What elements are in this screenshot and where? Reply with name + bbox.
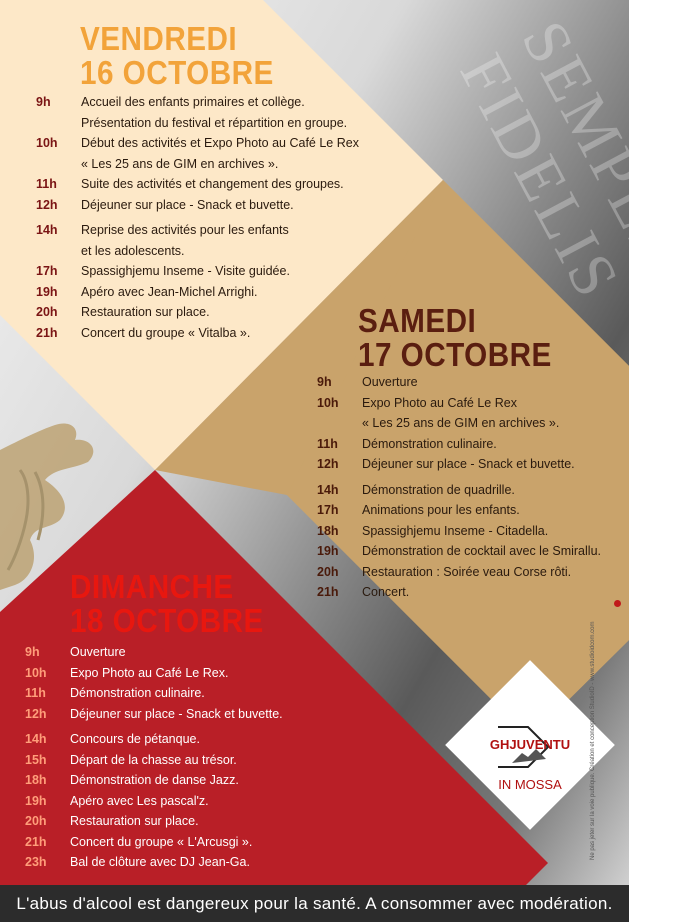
schedule-row bbox=[317, 582, 601, 603]
schedule-row bbox=[25, 811, 283, 832]
schedule-row bbox=[25, 832, 283, 853]
sunday-title-day: DIMANCHE bbox=[70, 568, 234, 605]
schedule-activity: Expo Photo au Café Le Rex. bbox=[70, 665, 229, 680]
schedule-activity: Suite des activités et changement des groupes. bbox=[81, 177, 344, 191]
schedule-activity: Ouverture bbox=[70, 645, 126, 659]
friday-schedule bbox=[36, 92, 359, 343]
schedule-hour: 19h bbox=[317, 544, 339, 558]
schedule-row bbox=[36, 174, 359, 195]
schedule-hour: 9h bbox=[25, 645, 40, 659]
schedule-activity: Concert du groupe « Vitalba ». bbox=[81, 325, 251, 340]
schedule-activity: Restauration : Soirée veau Corse rôti. bbox=[362, 564, 572, 579]
watermark-motto: SEMPER FIDELIS bbox=[446, 9, 699, 311]
schedule-row bbox=[25, 729, 283, 750]
schedule-row bbox=[36, 323, 359, 344]
schedule-hour: 14h bbox=[36, 223, 58, 237]
schedule-hour: 10h bbox=[36, 136, 58, 150]
schedule-hour: 20h bbox=[317, 564, 339, 579]
schedule-row bbox=[25, 663, 283, 684]
schedule-row bbox=[317, 562, 601, 583]
friday-title bbox=[80, 22, 274, 90]
schedule-row bbox=[36, 220, 359, 261]
schedule-hour: 12h bbox=[317, 457, 339, 471]
logo-bottom-text: IN MOSSA bbox=[498, 777, 562, 792]
sunday-schedule bbox=[25, 642, 283, 873]
friday-title-day: VENDREDI bbox=[80, 20, 238, 57]
schedule-activity: Concours de pétanque. bbox=[70, 732, 200, 746]
gim-dot-icon bbox=[614, 600, 621, 607]
schedule-activity: Animations pour les enfants. bbox=[362, 503, 520, 517]
schedule-activity: Déjeuner sur place - Snack et buvette. bbox=[362, 457, 575, 471]
schedule-hour: 19h bbox=[36, 284, 58, 299]
schedule-hour: 21h bbox=[317, 585, 339, 599]
alcohol-warning: L'abus d'alcool est dangereux pour la santé. A consommer avec modération. bbox=[0, 885, 629, 922]
saturday-title bbox=[358, 304, 552, 372]
schedule-activity: Spassighjemu Inseme - Visite guidée. bbox=[81, 264, 290, 278]
schedule-hour: 23h bbox=[25, 855, 47, 869]
schedule-hour: 12h bbox=[25, 706, 47, 721]
schedule-hour: 9h bbox=[317, 375, 332, 389]
schedule-activity: Démonstration culinaire. bbox=[362, 436, 497, 451]
schedule-row bbox=[25, 852, 283, 873]
schedule-activity: Départ de la chasse au trésor. bbox=[70, 752, 237, 767]
schedule-activity: Démonstration de quadrille. bbox=[362, 482, 515, 497]
schedule-hour: 19h bbox=[25, 793, 47, 808]
schedule-row bbox=[317, 521, 601, 542]
schedule-activity: Démonstration de cocktail avec le Smirallu. bbox=[362, 544, 601, 558]
schedule-row bbox=[36, 92, 359, 133]
schedule-row bbox=[317, 454, 601, 475]
schedule-activity: Concert du groupe « L'Arcusgi ». bbox=[70, 834, 253, 849]
schedule-row bbox=[25, 704, 283, 725]
schedule-hour: 9h bbox=[36, 95, 51, 109]
schedule-row bbox=[36, 282, 359, 303]
schedule-hour: 18h bbox=[25, 773, 47, 787]
schedule-row bbox=[25, 770, 283, 791]
schedule-activity: Concert. bbox=[362, 585, 410, 599]
schedule-hour: 11h bbox=[36, 177, 57, 191]
friday-title-date: 16 OCTOBRE bbox=[80, 54, 274, 91]
schedule-hour: 17h bbox=[36, 264, 58, 278]
sunday-title bbox=[70, 570, 264, 638]
schedule-activity: Apéro avec Jean-Michel Arrighi. bbox=[81, 284, 258, 299]
schedule-row bbox=[317, 434, 601, 455]
schedule-hour: 21h bbox=[25, 834, 47, 849]
schedule-activity: Démonstration culinaire. bbox=[70, 686, 205, 700]
schedule-activity: Restauration sur place. bbox=[70, 814, 199, 828]
schedule-activity: Ouverture bbox=[362, 375, 418, 389]
schedule-row bbox=[317, 500, 601, 521]
schedule-activity: Début des activités et Expo Photo au Café Le Rex « Les 25 ans de GIM en archives ». bbox=[81, 136, 359, 171]
schedule-activity: Reprise des activités pour les enfants et les adolescents. bbox=[81, 223, 289, 258]
schedule-activity: Expo Photo au Café Le Rex « Les 25 ans de GIM en archives ». bbox=[362, 395, 560, 430]
schedule-activity: Accueil des enfants primaires et collège. Présentation du festival et répartition en groupe. bbox=[81, 95, 348, 130]
sunday-title-date: 18 OCTOBRE bbox=[70, 602, 264, 639]
schedule-activity: Spassighjemu Inseme - Citadella. bbox=[362, 523, 549, 538]
saturday-schedule bbox=[317, 372, 601, 603]
schedule-hour: 10h bbox=[317, 395, 339, 410]
saturday-title-day: SAMEDI bbox=[358, 302, 477, 339]
schedule-row bbox=[317, 372, 601, 393]
schedule-row bbox=[36, 261, 359, 282]
schedule-hour: 15h bbox=[25, 752, 47, 767]
schedule-hour: 14h bbox=[25, 732, 47, 746]
schedule-hour: 12h bbox=[36, 197, 58, 212]
schedule-row bbox=[36, 302, 359, 323]
schedule-activity: Déjeuner sur place - Snack et buvette. bbox=[70, 706, 283, 721]
schedule-hour: 21h bbox=[36, 325, 58, 340]
schedule-hour: 20h bbox=[36, 305, 58, 319]
schedule-hour: 20h bbox=[25, 814, 47, 828]
ghjuventu-logo bbox=[470, 685, 590, 805]
logo-top-text: GHJUVENTU bbox=[489, 737, 571, 752]
schedule-row bbox=[25, 750, 283, 771]
schedule-row bbox=[317, 541, 601, 562]
schedule-hour: 11h bbox=[25, 686, 46, 700]
schedule-row bbox=[36, 195, 359, 216]
schedule-row bbox=[317, 480, 601, 501]
schedule-row bbox=[25, 642, 283, 663]
schedule-activity: Restauration sur place. bbox=[81, 305, 210, 319]
schedule-activity: Déjeuner sur place - Snack et buvette. bbox=[81, 197, 294, 212]
schedule-activity: Démonstration de danse Jazz. bbox=[70, 773, 239, 787]
schedule-hour: 17h bbox=[317, 503, 339, 517]
schedule-row bbox=[25, 791, 283, 812]
schedule-activity: Apéro avec Les pascal'z. bbox=[70, 793, 209, 808]
schedule-activity: Bal de clôture avec DJ Jean-Ga. bbox=[70, 855, 250, 869]
schedule-row bbox=[36, 133, 359, 174]
schedule-hour: 11h bbox=[317, 436, 338, 451]
schedule-hour: 14h bbox=[317, 482, 339, 497]
schedule-hour: 18h bbox=[317, 523, 339, 538]
saturday-title-date: 17 OCTOBRE bbox=[358, 336, 552, 373]
credit-text: Ne pas jeter sur la voie publique. Création et conception StudioID - www.studioidcom.com bbox=[590, 621, 596, 860]
schedule-hour: 10h bbox=[25, 665, 47, 680]
schedule-row bbox=[317, 393, 601, 434]
schedule-row bbox=[25, 683, 283, 704]
